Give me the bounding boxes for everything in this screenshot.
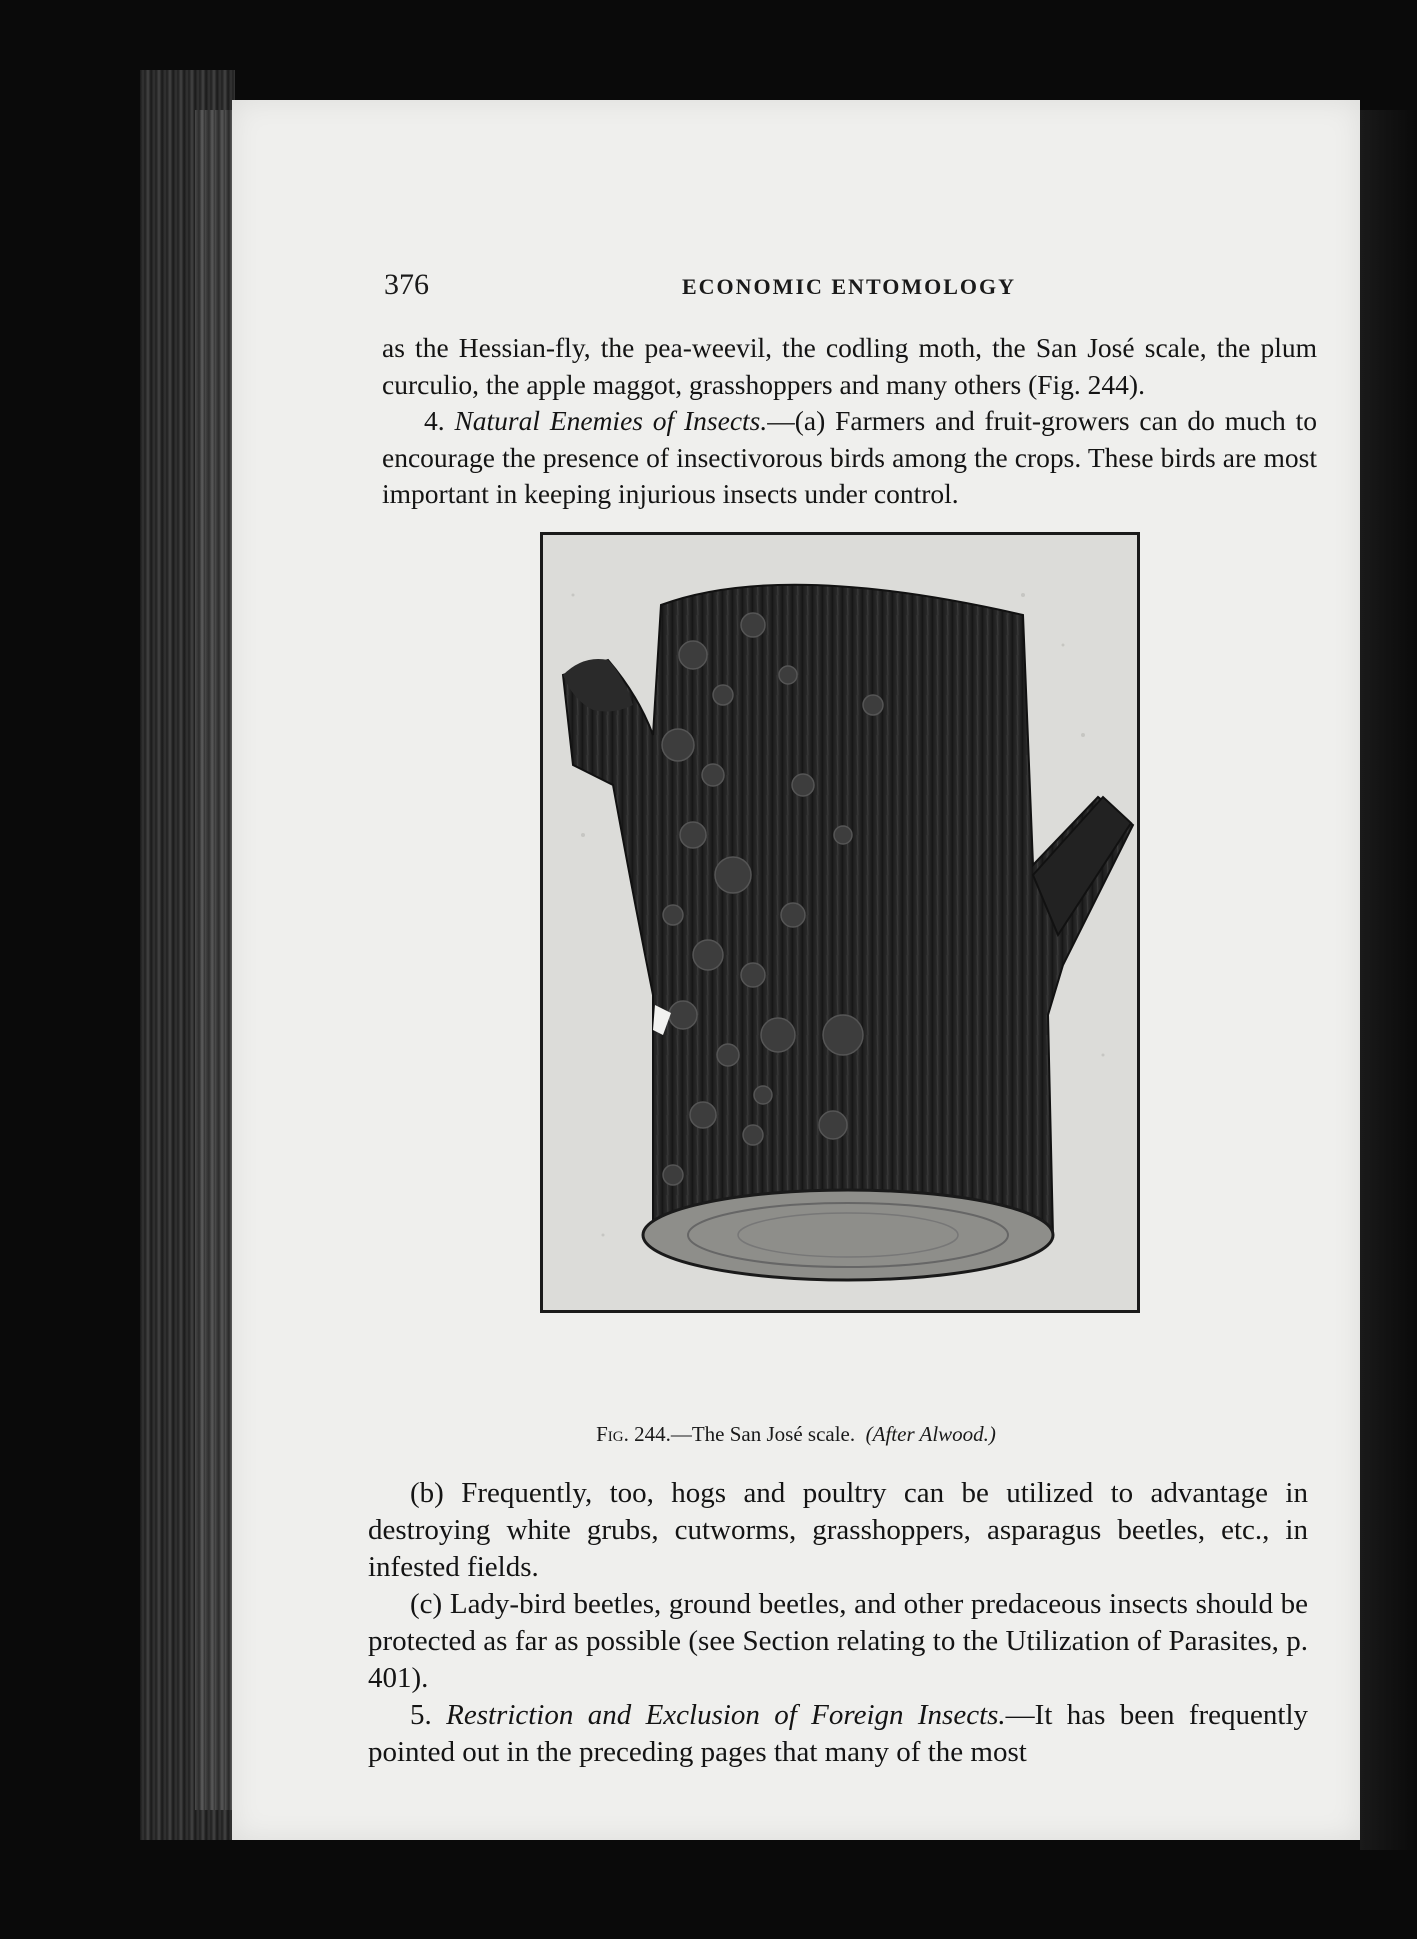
bottom-text-block: [368, 1475, 1308, 1771]
section-5-text: —It has been frequently pointed out in the preceding pages that many of the most: [368, 1699, 1309, 1768]
section-5-heading: Restriction and Exclusion of Foreign Insects.: [446, 1699, 1006, 1731]
figure-caption-text: —The San José scale.: [670, 1422, 856, 1446]
right-page-edge: [1360, 110, 1417, 1850]
section-5-number: 5.: [410, 1699, 432, 1731]
paragraph-c: (c) Lady-bird beetles, ground beetles, and other predaceous insects should be protected as far as possible (see Section relating to the Utilization of Parasites, p. 401).: [368, 1588, 1308, 1694]
page: [232, 100, 1360, 1840]
book-page-edges: [195, 110, 235, 1810]
figure-244-image: [540, 532, 1140, 1313]
section-4-paragraph: [382, 403, 1317, 513]
section-4-heading: Natural Enemies of Insects.: [454, 405, 768, 436]
figure-label: Fig. 244.: [596, 1422, 671, 1446]
paragraph-b: (b) Frequently, too, hogs and poultry can be utilized to advantage in destroying white grubs, cutworms, grasshoppers, asparagus beetles, etc., in infested fields.: [368, 1477, 1308, 1583]
figure-caption: [232, 1422, 1360, 1447]
figure-credit: (After Alwood.): [865, 1422, 996, 1446]
section-5-paragraph: [368, 1697, 1308, 1771]
section-4-number: 4.: [424, 405, 445, 436]
running-title: ECONOMIC ENTOMOLOGY: [682, 274, 1017, 299]
top-text-block: [382, 330, 1317, 513]
section-4-text: —(a) Farmers and fruit-growers can do much to encourage the presence of insectivorous birds among the crops. These birds are most important in keeping injurious insects under control.: [382, 405, 1318, 509]
tree-branch-illustration: [543, 535, 1137, 1310]
page-number: 376: [384, 268, 429, 301]
running-head: [232, 268, 1360, 308]
paragraph-continuation: as the Hessian-fly, the pea-weevil, the codling moth, the San José scale, the plum curculio, the apple maggot, grasshoppers and many others (Fig. 244).: [382, 332, 1317, 400]
